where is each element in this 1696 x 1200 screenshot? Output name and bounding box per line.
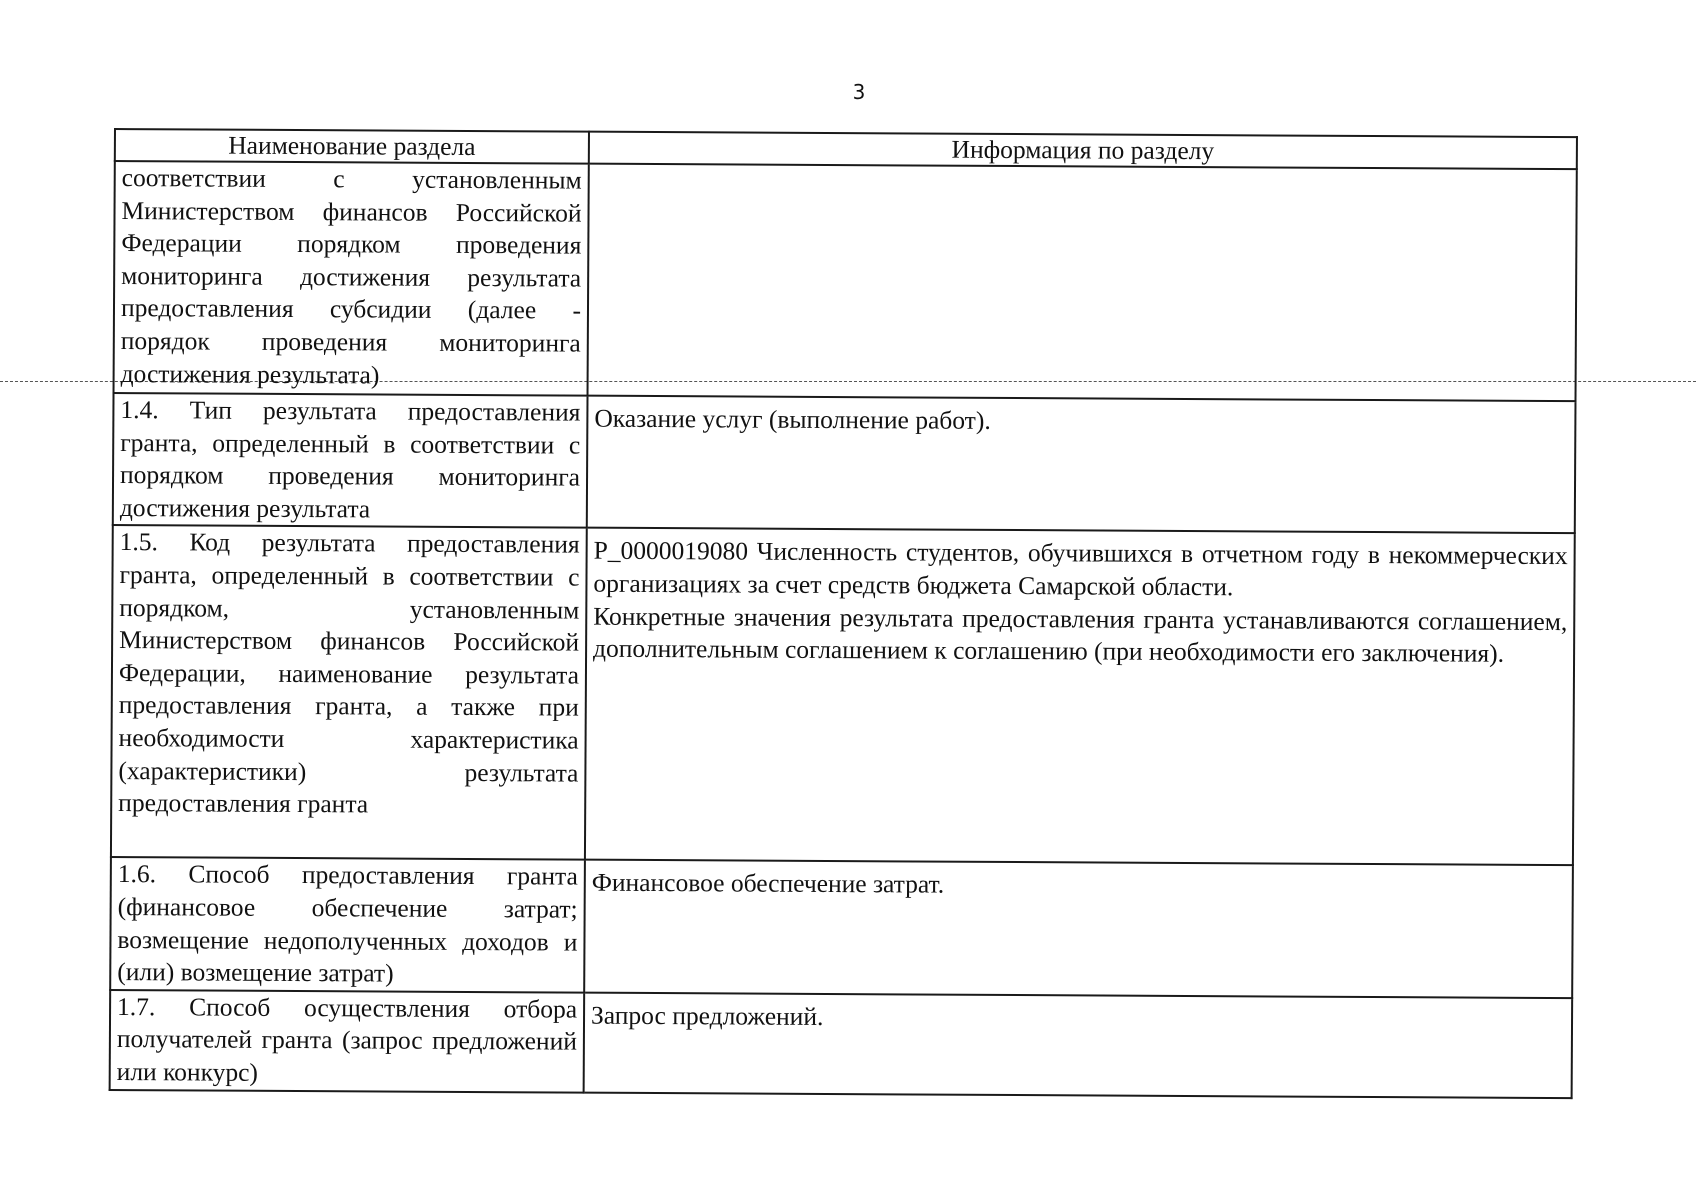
- table-row: [114, 161, 1577, 401]
- section-info-text-2: Конкретные значения результата предоставления гранта устанавливаются соглашением, дополнительным соглашением к соглашению (при необходимости его заключения).: [593, 601, 1568, 668]
- section-name-cell: 1.7. Способ осуществления отбора получателей гранта (запрос предложений или конкурс): [110, 990, 585, 1093]
- section-name-cell: соответствии с установленным Министерством финансов Российской Федерации порядком проведения мониторинга достижения результата предоставления субсидии (далее - порядок проведения мониторинга достижения результата): [114, 161, 589, 396]
- table-row: [111, 525, 1575, 865]
- section-name-cell: 1.5. Код результата предоставления гранта, определенный в соответствии с порядком, установленным Министерством финансов Российской Федерации, наименование результата предоставления гранта, а также при необходимости характеристика (характеристики) результата предоставления гранта: [111, 525, 587, 860]
- table-row: [110, 990, 1573, 1098]
- section-info-cell: [585, 528, 1575, 866]
- section-info-text: Финансовое обеспечение затрат.: [591, 868, 945, 900]
- page-number: 3: [852, 80, 866, 104]
- header-section-info: Информация по разделу: [589, 132, 1577, 170]
- section-info-text: P_0000019080 Численность студентов, обучившихся в отчетном году в некоммерческих организациях за счет средств бюджета Самарской области.: [593, 536, 1568, 602]
- section-info-cell: [584, 992, 1573, 1098]
- section-info-cell: [588, 164, 1577, 402]
- section-info-text: Оказание услуг (выполнение работ).: [594, 403, 991, 435]
- section-info-text: Запрос предложений.: [590, 1000, 824, 1031]
- section-info-cell: [584, 860, 1573, 998]
- table-row: [113, 393, 1576, 534]
- section-name-cell: 1.6. Способ предоставления гранта (финансовое обеспечение затрат; возмещение недополученных доходов и (или) возмещение затрат): [110, 857, 585, 992]
- section-table: [109, 128, 1578, 1099]
- section-name-cell: 1.4. Тип результата предоставления гранта, определенный в соответствии с порядком проведения мониторинга достижения результата: [113, 393, 588, 528]
- header-section-name: Наименование раздела: [115, 129, 589, 164]
- section-info-cell: [587, 396, 1576, 534]
- table-row: [110, 857, 1573, 998]
